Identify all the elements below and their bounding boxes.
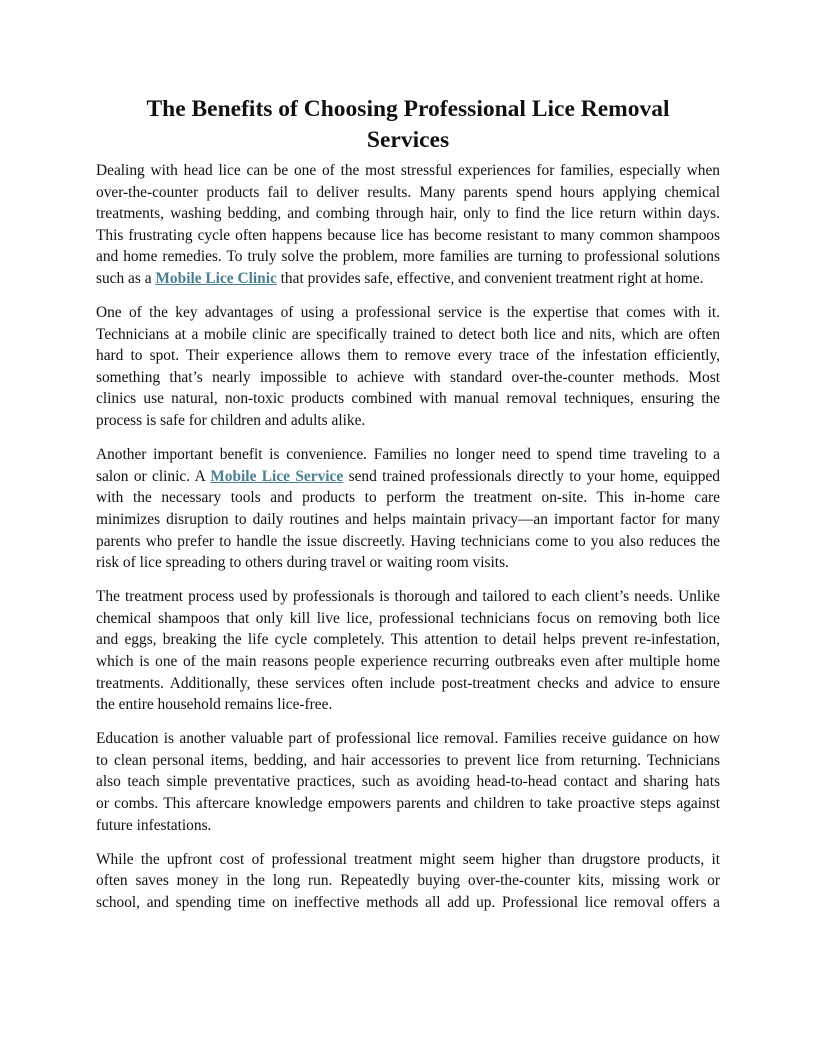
text-line: and eggs, breaking the life cycle completely. This attention to detail helps prevent re-infestation, — [96, 631, 720, 649]
text-segment: send trained professionals directly to your home, equipped — [343, 467, 720, 485]
text-line: Education is another valuable part of professional lice removal. Families receive guidance on how — [96, 730, 720, 748]
text-line: with the necessary tools and products to perform the treatment on-site. This in-home care — [96, 489, 720, 507]
text-line: This frustrating cycle often happens because lice has become resistant to many common shampoos — [96, 226, 720, 244]
paragraph-6 — [96, 849, 720, 914]
text-line: or combs. This aftercare knowledge empowers parents and children to take proactive steps against — [96, 795, 720, 813]
text-segment: such as a — [96, 269, 156, 287]
text-line: risk of lice spreading to others during travel or waiting room visits. — [96, 554, 509, 572]
text-line: to clean personal items, bedding, and hair accessories to prevent lice from returning. Technicians — [96, 751, 720, 769]
text-line: something that’s nearly impossible to achieve with standard over-the-counter methods. Most — [96, 368, 720, 386]
text-line: future infestations. — [96, 816, 212, 834]
text-line: and home remedies. To truly solve the problem, more families are turning to professional solutions — [96, 248, 720, 266]
paragraph-2 — [96, 302, 720, 432]
text-line — [96, 466, 720, 488]
text-line: Technicians at a mobile clinic are specifically trained to detect both lice and nits, which are often — [96, 325, 720, 343]
text-segment: salon or clinic. A — [96, 467, 211, 485]
text-line: process is safe for children and adults alike. — [96, 412, 366, 430]
title-line-2: Services — [366, 127, 450, 153]
text-line: Dealing with head lice can be one of the most stressful experiences for families, especially when — [96, 162, 720, 179]
paragraph-1 — [96, 160, 720, 290]
text-line: also teach simple preventative practices, such as avoiding head-to-head contact and sharing hats — [96, 773, 720, 791]
text-line: which is one of the main reasons people experience recurring outbreaks even after multiple home — [96, 652, 720, 670]
text-line: parents who prefer to handle the issue discreetly. Having technicians come to you also reduces the — [96, 532, 720, 550]
text-line — [96, 268, 720, 290]
text-line: hard to spot. Their experience allows them to remove every trace of the infestation efficiently, — [96, 347, 720, 365]
paragraph-5 — [96, 728, 720, 836]
paragraph-4 — [96, 586, 720, 716]
text-line: often saves money in the long run. Repeatedly buying over-the-counter kits, missing work or — [96, 872, 720, 890]
text-line: the entire household remains lice-free. — [96, 696, 333, 714]
text-line: minimizes disruption to daily routines and helps maintain privacy—an important factor for many — [96, 510, 720, 528]
page-title — [96, 94, 720, 156]
mobile-lice-clinic-link[interactable]: Mobile Lice Clinic — [155, 269, 277, 287]
document-body — [96, 160, 720, 926]
text-line: The treatment process used by professionals is thorough and tailored to each client’s needs. Unlike — [96, 588, 720, 606]
text-line: treatments. Additionally, these services often include post-treatment checks and advice to ensure — [96, 674, 720, 692]
text-line: clinics use natural, non-toxic products combined with manual removal techniques, ensuring the — [96, 390, 720, 408]
text-line: While the upfront cost of professional treatment might seem higher than drugstore products, it — [96, 850, 720, 868]
mobile-lice-service-link[interactable]: Mobile Lice Service — [210, 467, 344, 485]
text-line: Another important benefit is convenience. Families no longer need to spend time traveling to a — [96, 446, 720, 464]
text-line: chemical shampoos that only kill live lice, professional technicians focus on removing both lice — [96, 609, 720, 627]
text-line: treatments, washing bedding, and combing through hair, only to find the lice return within days. — [96, 205, 720, 223]
title-line-1: The Benefits of Choosing Professional Lice Removal — [146, 96, 670, 122]
text-line: One of the key advantages of using a professional service is the expertise that comes with it. — [96, 304, 720, 322]
text-segment: that provides safe, effective, and convenient treatment right at home. — [276, 269, 704, 287]
text-line: over-the-counter products fail to deliver results. Many parents spend hours applying chemical — [96, 183, 720, 201]
paragraph-3 — [96, 444, 720, 574]
text-line: school, and spending time on ineffective methods all add up. Professional lice removal offers a — [96, 893, 720, 911]
